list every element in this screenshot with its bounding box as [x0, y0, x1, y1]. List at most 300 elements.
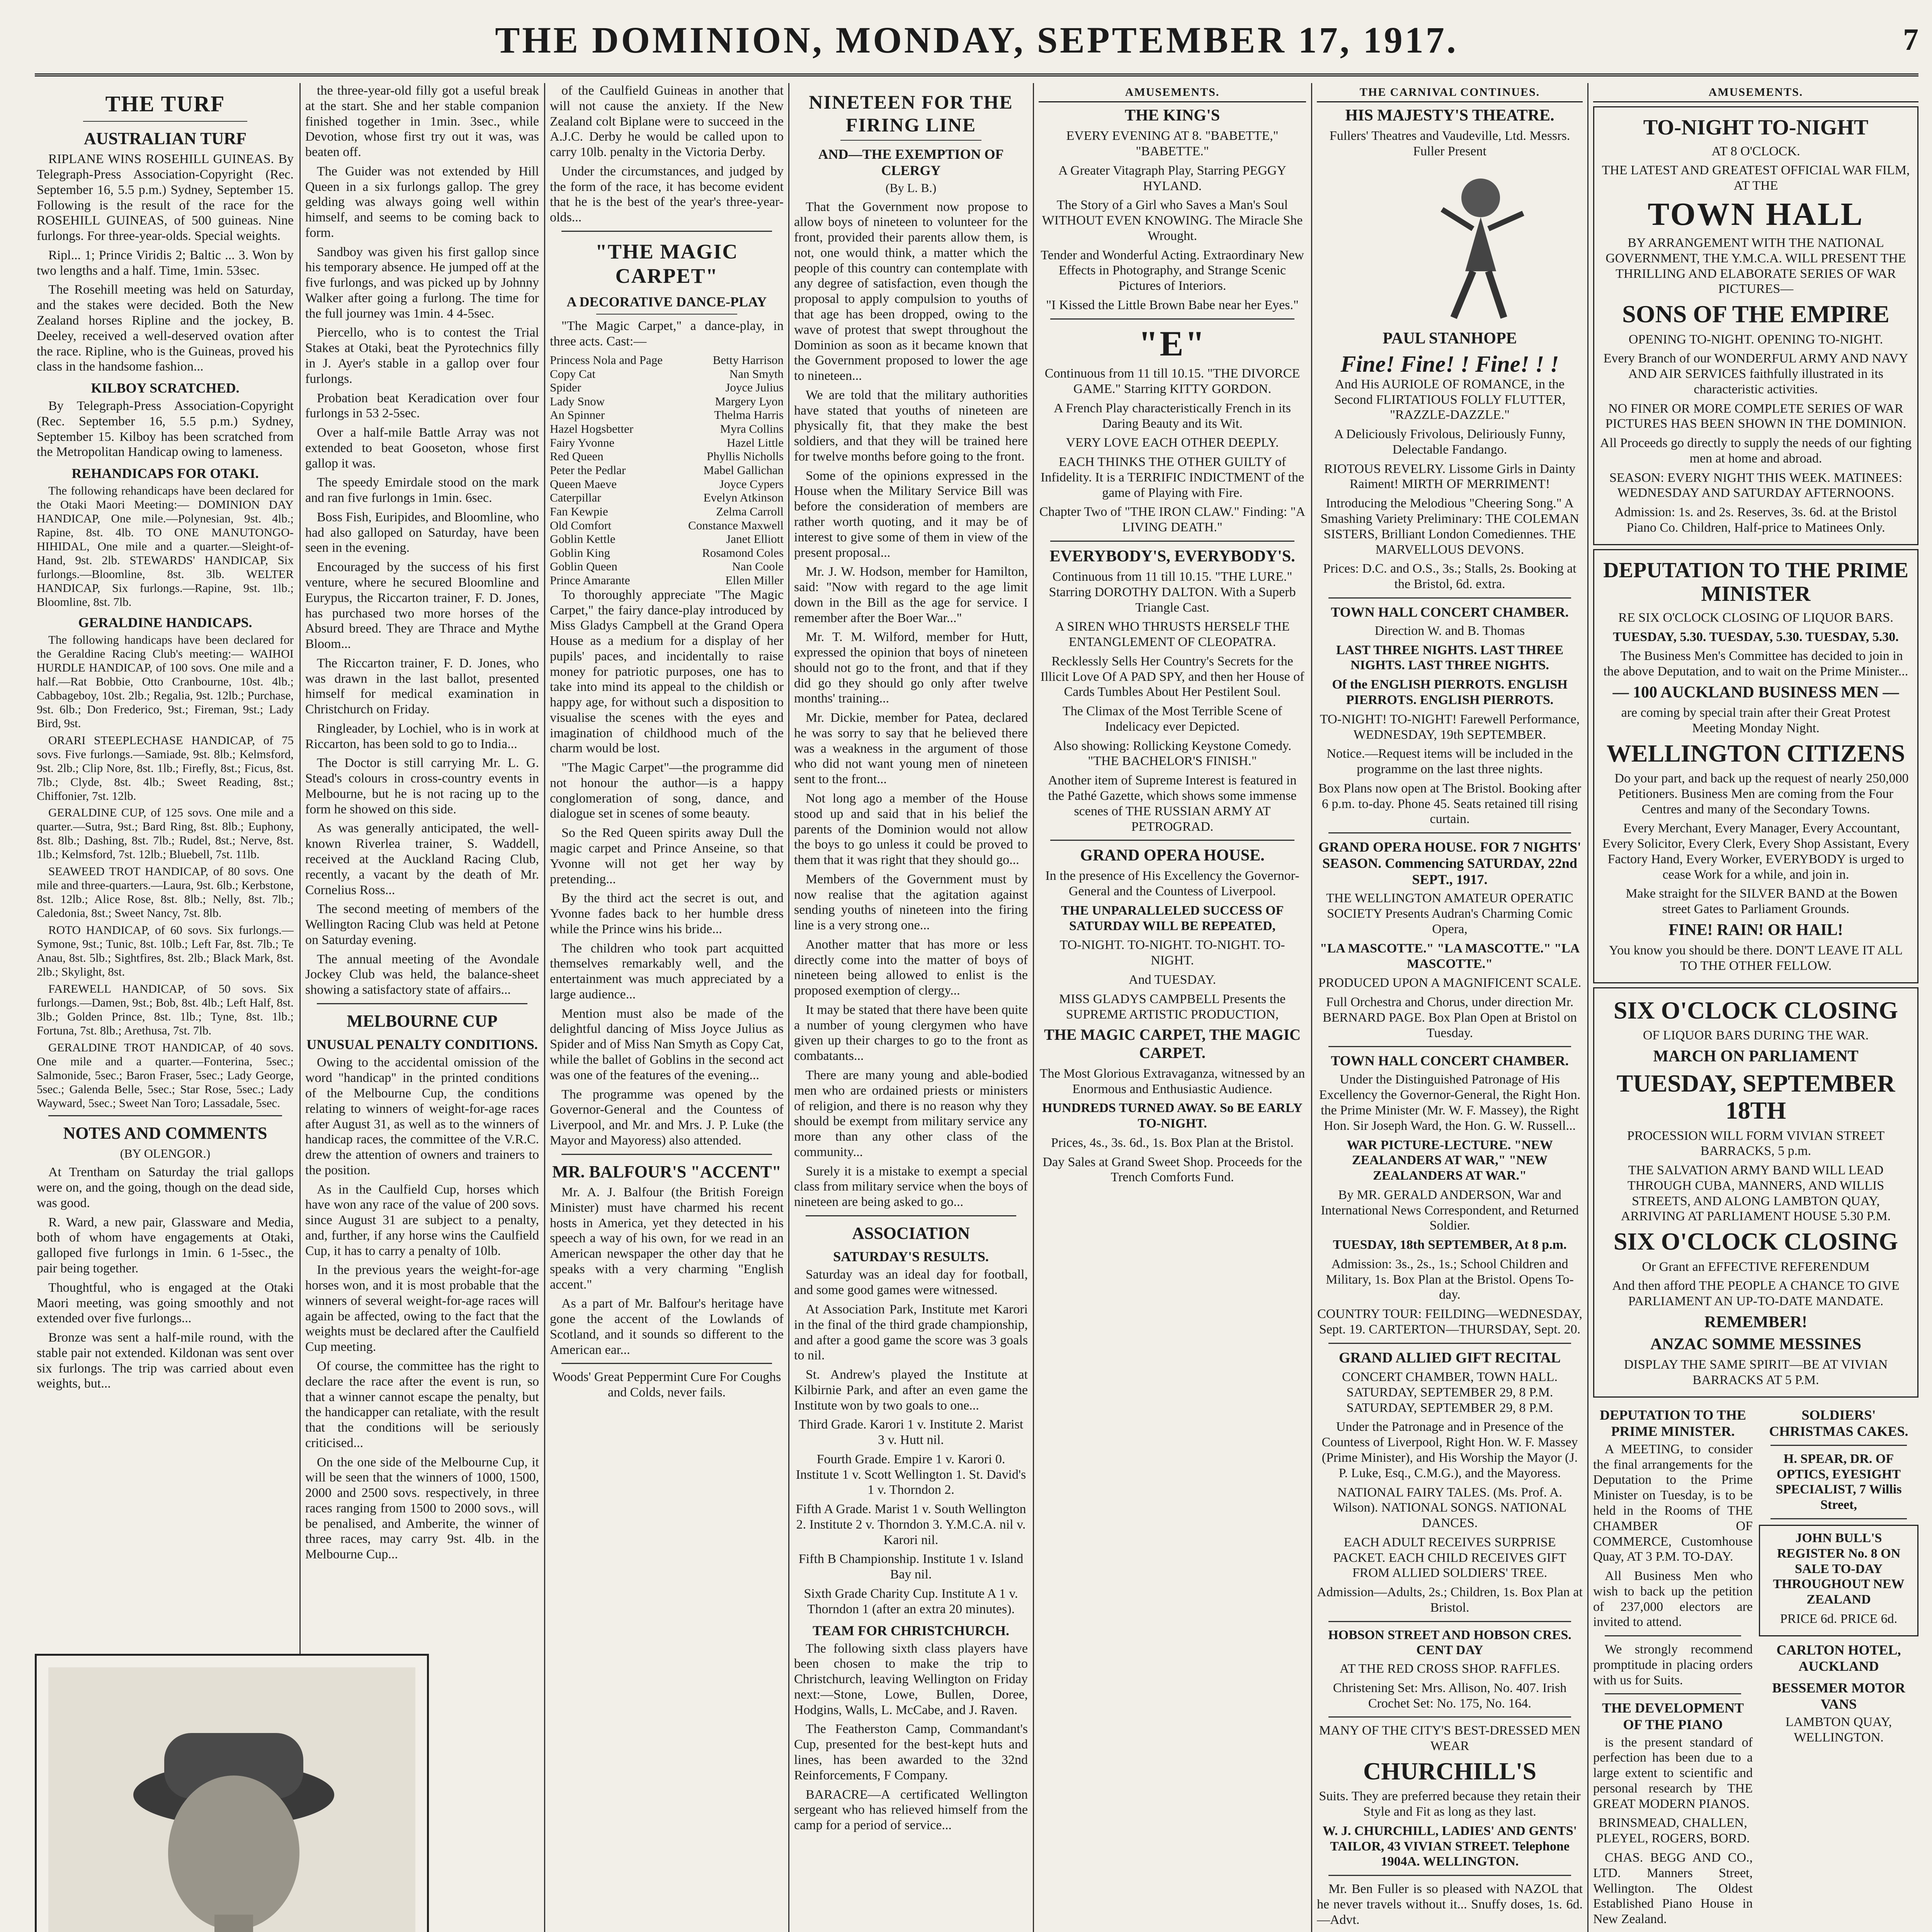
divider: [317, 1003, 527, 1004]
paragraph: Thoughtful, who is engaged at the Otaki Maori meeting, was going smoothly and not extended over five furlongs...: [37, 1280, 294, 1326]
subheading: GERALDINE HANDICAPS.: [78, 614, 252, 630]
paragraph: Sandboy was given his first gallop since his temporary absence. He jumped off at the five furlongs, and was picked up by Johnny Walker after going a furlong. The time for the full journey was 1min. 4 4-5sec.: [305, 245, 539, 321]
ad-text: A Deliciously Frivolous, Deliriously Funny, Delectable Fandango.: [1334, 427, 1566, 457]
article-heading: ASSOCIATION: [852, 1223, 970, 1243]
ad-text: Prices, 4s., 3s. 6d., 1s. Box Plan at the Bristol.: [1051, 1135, 1294, 1150]
paragraph: To thoroughly appreciate "The Magic Carpet," the fairy dance-play introduced by Miss Gladys Campbell at the Grand Opera House as a medium for a display of her pupils' paces, and incidentally to raise money for patriotic purposes, one has to take into mind its appeal to the childish or happy age, for without such a disposition to visualise the scenes with the eyes and imagination of childhood much of the charm would be lost.: [550, 587, 784, 756]
masthead: [35, 15, 1918, 77]
cast-row: [550, 408, 784, 422]
ad-text: PRICE 6d. PRICE 6d.: [1780, 1611, 1898, 1626]
divider: [1050, 318, 1294, 320]
column-rule: [1587, 83, 1588, 1932]
paragraph: So the Red Queen spirits away Dull the magic carpet and Prince Anseine, so that Yvonne will not get her way by pretending...: [550, 826, 784, 886]
article-heading: AUSTRALIAN TURF: [84, 129, 247, 148]
ad-text: EACH THINKS THE OTHER GUILTY of Infidelity. It is a TERRIFIC INDICTMENT of the game of Playing with Fire.: [1040, 455, 1304, 500]
ad-text: A MEETING, to consider the final arrangements for the Deputation to the Prime Minister on Tuesday, is to be held in the Rooms of THE CHAMBER OF COMMERCE, Customhouse Quay, AT 3 P.M. TO-DAY.: [1593, 1442, 1753, 1564]
ad-text: EACH ADULT RECEIVES SURPRISE PACKET. EACH CHILD RECEIVES GIFT FROM ALLIED SOLDIERS' TREE.: [1333, 1535, 1566, 1580]
advert-woods: Woods' Great Peppermint Cure For Coughs and Colds, never fails.: [552, 1370, 781, 1400]
small-ads-left: [1593, 1401, 1753, 1931]
cast-role: Goblin Kettle: [550, 532, 616, 546]
ad-text: Continuous from 11 till 10.15. "THE LURE." Starring DOROTHY DALTON. With a Superb Triangle Cast.: [1049, 570, 1296, 615]
paragraph: Boss Fish, Euripides, and Bloomline, who had also galloped on Saturday, have been seen in the evening.: [305, 510, 539, 555]
paragraph: By Telegraph-Press Association-Copyright (Rec. September 16, 5.5 p.m.) Sydney, September 15. Kilboy has been scratched from the Metropolitan Handicap owing to lameness.: [37, 399, 294, 459]
divider: [1328, 597, 1571, 599]
ad-text: All Business Men who wish to back up the petition of 237,000 electors are invited to attend.: [1593, 1569, 1753, 1629]
cast-actor: Joyce Cypers: [719, 477, 784, 491]
paragraph: "The Magic Carpet," a dance-play, in three acts. Cast:—: [550, 319, 784, 349]
cast-role: Fairy Yvonne: [550, 435, 615, 449]
ad-text: VERY LOVE EACH OTHER DEEPLY.: [1066, 435, 1279, 450]
cast-row: [550, 436, 784, 450]
divider: [1328, 1046, 1571, 1047]
paragraph: Mention must also be made of the delightful dancing of Miss Joyce Julius as Spider and of Miss Nan Smyth as Copy Cat, while the ballet of Goblins in the second act was one of the features of the evening...: [550, 1006, 784, 1082]
ad-text: Or Grant an EFFECTIVE REFERENDUM: [1642, 1259, 1870, 1274]
paragraph: The second meeting of members of the Wellington Racing Club was held at Petone on Saturday evening.: [305, 902, 539, 947]
paragraph: "The Magic Carpet"—the programme did not honour the author—is a happy conglomeration of song, dance, and dialogue set in scenes of some beauty.: [550, 760, 784, 821]
ad-text: Chapter Two of "THE IRON CLAW." Finding: "A LIVING DEATH.": [1039, 505, 1306, 535]
divider: [1770, 1445, 1907, 1446]
ad-text: MISS GLADYS CAMPBELL Presents the SUPREME ARTISTIC PRODUCTION,: [1059, 992, 1286, 1022]
paragraph: Owing to the accidental omission of the word "handicap" in the printed conditions of the Melbourne Cup, the conditions relating to winners of weight-for-age races after August 31, as well as to the winners of handicap races, the committee of the V.R.C. drew the attention of owners and trainers to the position.: [305, 1055, 539, 1177]
paragraph: The programme was opened by the Governor-General and the Countess of Liverpool, and Mr. and Mrs. J. P. Luke (the Mayor and Mayoress) also attended.: [550, 1087, 784, 1148]
divider: [1328, 832, 1571, 833]
ad-churchill: CHURCHILL'S: [1363, 1757, 1537, 1785]
ad-everybodys: EVERYBODY'S, EVERYBODY'S.: [1049, 547, 1295, 565]
ad-text: Under the Distinguished Patronage of His Excellency the Governor-General, the Right Hon. the Prime Minister (Mr. W. F. Massey), the Right Hon. Sir Joseph Ward, the Hon. G. W. Russell...: [1319, 1072, 1581, 1133]
paragraph: Another matter that has more or less directly come into the matter of boys of nineteen being allowed to enlist is the proposed exemption of clergy...: [794, 937, 1028, 998]
ad-text: The Story of a Girl who Saves a Man's Soul WITHOUT EVEN KNOWING. The Miracle She Wrought.: [1042, 198, 1303, 243]
ad-text: PRODUCED UPON A MAGNIFICENT SCALE.: [1318, 976, 1582, 990]
paragraph: of the Caulfield Guineas in another that will not cause the anxiety. If the New Zealand colt Biplane were to succeed in the A.J.C. Derby he would be called upon to carry 10lb. penalty in the Victoria Derby.: [550, 83, 784, 160]
cast-actor: Phyllis Nicholls: [707, 449, 784, 463]
ad-text: A French Play characteristically French in its Daring Beauty and its Wit.: [1054, 401, 1291, 431]
ad-text: Make straight for the SILVER BAND at the Bowen street Gates to Parliament Grounds.: [1626, 886, 1898, 917]
cast-actor: Myra Collins: [720, 422, 784, 436]
small-ads-right: [1759, 1401, 1918, 1931]
cast-row: [550, 532, 784, 546]
column-rule: [1311, 83, 1312, 1932]
subheading: AND—THE EXEMPTION OF CLERGY: [818, 146, 1004, 179]
cast-role: Hazel Hogsbetter: [550, 422, 634, 436]
paragraph: There are many young and able-bodied men who are ordained priests or ministers of religion, and there is no reason why they should be exempt from military service any more than any other class of the community...: [794, 1068, 1028, 1159]
paragraph: The Rosehill meeting was held on Saturday, and the stakes were decided. Both the New Zealand horses Ripline and the jockey, B. Deeley, received a well-deserved ovation after the race. Ripline, who is the Guineas, proved his class in the handsome fashion...: [37, 282, 294, 374]
ad-text: — 100 AUCKLAND BUSINESS MEN —: [1612, 683, 1899, 701]
ad-six-heading: SIX O'CLOCK CLOSING: [1613, 996, 1898, 1024]
ad-kings: THE KING'S: [1124, 107, 1220, 125]
divider: [1328, 1343, 1571, 1344]
ad-text: Also showing: Rollicking Keystone Comedy. "THE BACHELOR'S FINISH.": [1053, 738, 1292, 769]
divider: [561, 1363, 772, 1364]
ad-text: THE WELLINGTON AMATEUR OPERATIC SOCIETY Presents Audran's Charming Comic Opera,: [1326, 891, 1573, 936]
ad-deputation-heading: DEPUTATION TO THE PRIME MINISTER: [1603, 558, 1908, 606]
cast-row: [550, 463, 784, 477]
paragraph: The following handicaps have been declared for the Geraldine Racing Club's meeting:— WAIHOI HURDLE HANDICAP, of 100 sovs. One mile and a half.—Rat Bobbie, Otto Cranbourne, 10st. 4lb.; Cabbageboy, 10st. 2lb.; Regalia, 9st. 12lb.; Purchase, 9st. 6lb.; Don Frederico, 9st.; Fireman, 9st.; Lady Bird, 9st.: [37, 633, 294, 730]
ad-text: Day Sales at Grand Sweet Shop. Proceeds for the Trench Comforts Fund.: [1043, 1155, 1302, 1185]
divider: [1328, 1716, 1571, 1718]
cast-row: [550, 519, 784, 532]
paragraph: That the Government now propose to allow boys of nineteen to volunteer for the front, provided their parents allow them, is not, one would think, a matter which the people of this country can contemplate with any degree of satisfaction, even though the proposal to apply compulsion to youths of that age has been dropped, owing to the wave of protest that swept throughout the Dominion as soon as it became known that the Government proposed to lower the age to nineteen...: [794, 199, 1028, 383]
cast-role: Fan Kewpie: [550, 504, 608, 518]
paragraph: The Riccarton trainer, F. D. Jones, who was drawn in the last ballot, presented himself for medical examination in Christchurch on Friday.: [305, 656, 539, 717]
ad-text: Every Branch of our WONDERFUL ARMY AND NAVY AND AIR SERVICES faithfully illustrated in its characteristic activities.: [1603, 351, 1908, 396]
ad-text: FINE! RAIN! OR HAIL!: [1668, 921, 1843, 939]
article-heading: NINETEEN FOR THE FIRING LINE: [809, 91, 1013, 136]
paragraph: The speedy Emirdale stood on the mark and ran five furlongs in 1min. 6sec.: [305, 475, 539, 505]
section-heading: THE CARNIVAL CONTINUES.: [1317, 83, 1583, 102]
paragraph: Encouraged by the success of his first venture, where he secured Bloomline and Eurypus, the Riccarton trainer, F. D. Jones, has purchased two more horses of the Absurd breed. They are Thrace and Mythe Bloom...: [305, 560, 539, 651]
ad-anzac: ANZAC SOMME MESSINES: [1650, 1335, 1862, 1354]
cast-row: [550, 573, 784, 587]
paragraph: The following sixth class players have been chosen to make the trip to Christchurch, leaving Wellington on Friday next:—Stone, Lowe, Bullen, Doree, Hodgins, Walls, L. McCabe, and J. Raven.: [794, 1641, 1028, 1717]
ad-wellington-citizens: WELLINGTON CITIZENS: [1606, 739, 1905, 767]
cast-actor: Janet Elliott: [726, 532, 784, 546]
subheading: KILBOY SCRATCHED.: [91, 380, 240, 396]
ad-town-hall-chamber: TOWN HALL CONCERT CHAMBER.: [1331, 1053, 1569, 1069]
ad-text: OPENING TO-NIGHT. OPENING TO-NIGHT.: [1628, 332, 1883, 347]
ad-john-bull: [1759, 1525, 1918, 1636]
paragraph: ORARI STEEPLECHASE HANDICAP, of 75 sovs. Five furlongs.—Samiade, 9st. 8lb.; Kelmsford, 9st. 2lb.; Clip Nore, 8st. 1lb.; Firefly, 8st.; Ficus, 8st. 7lb.; Clyde, 8st. 4lb.; Sweet Reading, 8st.; Chiffonier, 7st. 12lb.: [37, 733, 294, 803]
subheading: SATURDAY'S RESULTS.: [833, 1249, 989, 1265]
ad-text: THE MAGIC CARPET, THE MAGIC CARPET.: [1044, 1026, 1301, 1062]
ad-text: "LA MASCOTTE." "LA MASCOTTE." "LA MASCOTTE.": [1320, 941, 1580, 971]
divider: [596, 314, 737, 315]
column-firing-line: [794, 83, 1028, 1932]
cast-actor: Constance Maxwell: [688, 518, 784, 532]
column-turf: [37, 83, 294, 1644]
ad-text: H. SPEAR, DR. OF OPTICS, EYESIGHT SPECIALIST, 7 Willis Street,: [1776, 1451, 1902, 1512]
paragraph: Mr. Dickie, member for Patea, declared he was sorry to say that he believed there was a weakness in the argument of those who did not want young men of nineteen sent to the front...: [794, 711, 1028, 787]
ad-text: BRINSMEAD, CHALLEN, PLEYEL, ROGERS, BORD.: [1596, 1816, 1750, 1846]
ad-gift-recital: GRAND ALLIED GIFT RECITAL: [1339, 1349, 1561, 1366]
cast-actor: Nan Smyth: [729, 367, 784, 381]
ad-text: "I Kissed the Little Brown Babe near her Eyes.": [1046, 298, 1299, 312]
ad-tuesday: TUESDAY, SEPTEMBER 18TH: [1616, 1069, 1895, 1124]
paragraph: On the one side of the Melbourne Cup, it will be seen that the winners of 1000, 1500, 2000 and 2500 sovs. respectively, in three races ranging from 1500 to 2000 sovs., will be penalised, and Amberite, the winner of three races, may carry 9st. 4lb. in the Melbourne Cup...: [305, 1455, 539, 1562]
cast-row: [550, 546, 784, 560]
paragraph: The following rehandicaps have been declared for the Otaki Maori Meeting:— DOMINION DAY HANDICAP, One mile.—Polynesian, 9st. 4lb.; Rapine, 8st. 4lb. TO ONE MANUTONGO-HIHIDAL, One mile and a quarter.—Sleight-of-Hand, 9st. 2lb. STEWARDS' HANDICAP, Six furlongs.—Bloomline, 8st. 3lb. WELTER HANDICAP, Six furlongs.—Rapine, 9st. 1lb.; Bloomline, 8st. 7lb.: [37, 484, 294, 609]
ad-grand-opera-house: GRAND OPERA HOUSE.: [1080, 847, 1265, 865]
paragraph: As was generally anticipated, the well-known Riverlea trainer, S. Waddell, received at the Auckland Racing Club, recently, a vacant by the death of Mr. Cornelius Ross...: [305, 821, 539, 897]
ad-text: Continuous from 11 till 10.15. "THE DIVORCE GAME." Starring KITTY GORDON.: [1044, 366, 1300, 396]
cast-row: [550, 422, 784, 436]
ad-text: And TUESDAY.: [1128, 972, 1216, 987]
cast-row: [550, 353, 784, 367]
byline: (BY OLENGOR.): [120, 1146, 211, 1160]
subheading: CARLTON HOTEL, AUCKLAND: [1776, 1642, 1901, 1674]
ad-text: Admission—Adults, 2s.; Children, 1s. Box Plan at Bristol.: [1317, 1585, 1583, 1615]
paragraph: the three-year-old filly got a useful break at the start. She and her stable companion finished together in 1min. 3sec., while Devotion, whose first try out it was, was beaten off.: [305, 83, 539, 160]
paragraph: Mr. A. J. Balfour (the British Foreign Minister) must have charmed his recent hosts in America, yet they detected in his speech a way of his own, for we read in an American newspaper the other day that he speaks with a very charming "English accent.": [550, 1185, 784, 1292]
paragraph: RIPLANE WINS ROSEHILL GUINEAS. By Telegraph-Press Association-Copyright (Rec. September 16, 5.5 p.m.) Sydney, September 15. Following is the result of the race for the ROSEHILL GUINEAS, of 500 guineas. Nine furlongs. For three-year-olds. Special weights.: [37, 152, 294, 243]
column-amusements-2: [1317, 83, 1583, 1932]
section-heading: THE TURF: [105, 91, 225, 116]
ad-text: Box Plans now open at The Bristol. Booking after 6 p.m. to-day. Phone 45. Seats retained till rising curtain.: [1318, 781, 1582, 827]
column-amusements-3: [1593, 83, 1918, 1932]
ad-text: RIOTOUS REVELRY. Lissome Girls in Dainty Raiment! MIRTH OF MERRIMENT!: [1324, 461, 1576, 492]
ad-text: A SIREN WHO THRUSTS HERSELF THE ENTANGLEMENT OF CLEOPATRA.: [1055, 619, 1290, 650]
cast-actor: Thelma Harris: [714, 408, 784, 422]
paragraph: Ripl... 1; Prince Viridis 2; Baltic ... 3. Won by two lengths and a half. Time, 1min. 53sec.: [37, 248, 294, 278]
ad-text: TUESDAY, 5.30. TUESDAY, 5.30. TUESDAY, 5.30.: [1613, 629, 1899, 644]
divider: [1770, 1518, 1907, 1519]
ad-text: Full Orchestra and Chorus, under direction Mr. BERNARD PAGE. Box Plan Open at Bristol on Tuesday.: [1322, 995, 1577, 1040]
paragraph: GERALDINE TROT HANDICAP, of 40 sovs. One mile and a quarter.—Fonterina, 5sec.; Salmonide, 5sec.; Baron Fraser, 5sec.; Lady George, 5sec.; Galenda Belle, 5sec.; Star Rose, 5sec.; Lady Wayward, 5sec.; Sweet Nan Toro; Lassadale, 5sec.: [37, 1040, 294, 1110]
ad-text: Do your part, and back up the request of nearly 250,000 Petitioners. Business Men are coming from the Four Centres and many of the Secondary Towns.: [1614, 771, 1909, 816]
ad-text: THE SALVATION ARMY BAND WILL LEAD THROUGH CUBA, MANNERS, AND WILLIS STREETS, AND ALONG LAMBTON QUAY, ARRIVING AT PARLIAMENT HOUSE 5.30 P.M.: [1621, 1163, 1891, 1224]
cast-actor: Joyce Julius: [725, 381, 784, 395]
cast-role: An Spinner: [550, 408, 605, 422]
paragraph: GERALDINE CUP, of 125 sovs. One mile and a quarter.—Sutra, 9st.; Bard Ring, 8st. 8lb.; Euphony, 8st. 8lb.; Dashing, 8st. 7lb.; Rudel, 8st.; Nerve, 8st. 1lb.; Kelmsford, 7st. 12lb.; Bluebell, 7st. 11lb.: [37, 806, 294, 861]
ad-text: And His AURIOLE OF ROMANCE, in the Second FLIRTATIOUS FOLLY FLUTTER, "RAZZLE-DAZZLE.": [1334, 377, 1566, 422]
ad-text: By MR. GERALD ANDERSON, War and International News Correspondent, and Returned Soldier.: [1321, 1187, 1579, 1233]
ad-text: The Climax of the Most Terrible Scene of Indelicacy ever Depicted.: [1062, 704, 1282, 734]
ad-deputation: [1593, 549, 1918, 983]
paragraph: It may be stated that there have been quite a number of young clergymen who have given up their charges to go to the front as combatants...: [794, 1002, 1028, 1063]
cast-role: Peter the Pedlar: [550, 463, 626, 477]
paragraph: The Doctor is still carrying Mr. L. G. Stead's colours in cross-country events in Melbourne, but he is not racing up to the form he showed on this side.: [305, 756, 539, 816]
divider: [1605, 1693, 1741, 1694]
results: Fourth Grade. Empire 1 v. Karori 0. Institute 1 v. Scott Wellington 1. St. David's 1 v. Thorndon 2.: [796, 1452, 1026, 1497]
divider: [561, 1154, 772, 1155]
paragraph: Members of the Government must by now realise that the agitation against sending youths of nineteen into the firing line is a very strong one...: [794, 872, 1028, 933]
ad-text: CHAS. BEGG AND CO., LTD. Manners Street, Wellington. The Oldest Established Piano House in New Zealand.: [1593, 1850, 1753, 1927]
cast-row: [550, 381, 784, 395]
paragraph: Mr. J. W. Hodson, member for Hamilton, said: "Now with regard to the age limit down in the Bill as the age for service. I remember after the Boer War...": [794, 565, 1028, 625]
article-heading: NOTES AND COMMENTS: [63, 1124, 267, 1143]
ad-text: LAMBTON QUAY, WELLINGTON.: [1785, 1715, 1892, 1745]
results: Fifth B Championship. Institute 1 v. Island Bay nil.: [798, 1552, 1024, 1582]
cast-row: [550, 449, 784, 463]
byline: (By L. B.): [885, 181, 937, 195]
paragraph: By the third act the secret is out, and Yvonne fades back to her humble dress while the Prince wins his bride...: [550, 891, 784, 936]
paragraph: Some of the opinions expressed in the House when the Military Service Bill was before the consideration of members are rather worth quoting, and it may be of interest to give some of them in view of the present proposal...: [794, 468, 1028, 560]
paragraph: ROTO HANDICAP, of 60 sovs. Six furlongs.—Symone, 9st.; Tunic, 8st. 10lb.; Left Far, 8st. 7lb.; Te Anau, 8st. 5lb.; Sightfires, 8st. 2lb.; Black Mark, 8st. 2lb.; Skylight, 8st.: [37, 923, 294, 978]
ad-his-majestys: HIS MAJESTY'S THEATRE.: [1345, 107, 1554, 125]
divider: [48, 1115, 282, 1116]
cast-actor: Betty Harrison: [713, 353, 784, 367]
paragraph: Of course, the committee has the right to declare the race after the event is run, so that a winner cannot escape the penalty, but the handicapper can retaliate, with the result that the conditions will be seriously criticised...: [305, 1359, 539, 1450]
cast-role: Copy Cat: [550, 367, 595, 381]
cast-role: Princess Nola and Page: [550, 353, 663, 367]
divider: [1328, 1621, 1571, 1622]
ad-text: All Proceeds go directly to supply the needs of our fighting men at home and abroad.: [1600, 436, 1912, 466]
article-heading: "THE MAGIC CARPET": [595, 240, 738, 288]
ad-fine: Fine! Fine! ! Fine! ! !: [1340, 351, 1559, 377]
paragraph: Saturday was an ideal day for football, and some good games were witnessed.: [794, 1267, 1028, 1298]
ad-text: SEASON: EVERY NIGHT THIS WEEK. MATINEES: WEDNESDAY AND SATURDAY AFTERNOONS.: [1609, 470, 1903, 500]
paragraph: St. Andrew's played the Institute at Kilbirnie Park, and after an even game the Institute won by two goals to one...: [794, 1367, 1028, 1413]
ad-text: In the presence of His Excellency the Governor-General and the Countess of Liverpool.: [1045, 869, 1299, 899]
ad-text: NO FINER OR MORE COMPLETE SERIES OF WAR PICTURES HAS BEEN SHOWN IN THE DOMINION.: [1605, 401, 1906, 431]
divider: [1328, 1875, 1571, 1876]
ad-text: Admission: 3s., 2s., 1s.; School Children and Military, 1s. Box Plan at the Bristol. Opens To-day.: [1326, 1257, 1574, 1302]
ad-sons-of-empire: SONS OF THE EMPIRE: [1622, 300, 1889, 328]
results: Third Grade. Karori 1 v. Institute 2. Marist 3 v. Hutt nil.: [798, 1417, 1024, 1447]
cast-role: Caterpillar: [550, 491, 601, 505]
paragraph: FAREWELL HANDICAP, of 50 sovs. Six furlongs.—Damen, 9st.; Bob, 8st. 4lb.; Left Half, 8st. 3lb.; Golden Prince, 8st. 1lb.; Tyne, 8st. 1lb.; Fortuna, 7st. 8lb.; Arethusa, 7st. 7lb.: [37, 981, 294, 1037]
divider: [561, 231, 772, 232]
ad-text: The Most Glorious Extravaganza, witnessed by an Enormous and Enthusiastic Audience.: [1039, 1066, 1305, 1096]
cast-actor: Ellen Miller: [725, 573, 784, 587]
stanhope-illustration: [1365, 163, 1535, 325]
ad-stanhope-name: PAUL STANHOPE: [1383, 329, 1517, 347]
cast-row: [550, 505, 784, 519]
cast-actor: Nan Coole: [732, 560, 784, 573]
ad-text: Of the ENGLISH PIERROTS. ENGLISH PIERROTS. ENGLISH PIERROTS.: [1332, 677, 1568, 707]
page-number: 7: [1903, 23, 1918, 57]
cast-role: Old Comfort: [550, 518, 612, 532]
ad-grand-opera: GRAND OPERA HOUSE. FOR 7 NIGHTS' SEASON. Commencing SATURDAY, 22nd SEPT., 1917.: [1318, 839, 1582, 888]
paragraph: At Association Park, Institute met Karori in the final of the third grade championship, and after a good game the score was 3 goals to nil.: [794, 1302, 1028, 1363]
ad-text: Introducing the Melodious "Cheering Song." A Smashing Variety Preliminary: THE COLEMAN SISTERS, Brilliant London Comediennes. THE MARVELLOUS DEVONS.: [1320, 496, 1579, 557]
column-rule: [544, 83, 545, 1932]
paragraph: Bronze was sent a half-mile round, with the stable pair not extended. Kildonan was sent over six furlongs. The trip was carried about even weights, but...: [37, 1330, 294, 1391]
ad-text: And then afford THE PEOPLE A CHANCE TO GIVE PARLIAMENT AN UP-TO-DATE MANDATE.: [1612, 1279, 1900, 1309]
ad-text: TO-NIGHT! TO-NIGHT! Farewell Performance, WEDNESDAY, 19th SEPTEMBER.: [1320, 712, 1580, 742]
ad-text: BY ARRANGEMENT WITH THE NATIONAL GOVERNMENT, THE Y.M.C.A. WILL PRESENT THE THRILLING AND ELABORATE SERIES OF WAR PICTURES—: [1605, 236, 1906, 296]
ad-townhall-heading: TOWN HALL: [1648, 196, 1864, 232]
ad-text: Recklessly Sells Her Country's Secrets for the Illicit Love Of A PAD SPY, and then her House of Cards Tumbles About Her Pestilent Soul.: [1040, 654, 1304, 699]
subheading: A DECORATIVE DANCE-PLAY: [566, 294, 767, 310]
cast-actor: Hazel Little: [726, 435, 784, 449]
ad-text: WAR PICTURE-LECTURE. "NEW ZEALANDERS AT WAR," "NEW ZEALANDERS AT WAR.": [1347, 1138, 1553, 1183]
paragraph: At Trentham on Saturday the trial gallops were on, and the going, though on the dead side, was good.: [37, 1165, 294, 1210]
ad-text: The Business Men's Committee has decided to join in the above Deputation, and to wait on the Prime Minister...: [1603, 649, 1908, 679]
cast-actor: Margery Lyon: [715, 394, 784, 408]
paragraph: Under the circumstances, and judged by the form of the race, it has become evident that he is the best of the year's three-year-olds...: [550, 164, 784, 225]
paragraph: R. Ward, a new pair, Glassware and Media, both of whom have engagements at Otaki, galloped five furlongs in 1min. 6 1-5sec., the pair being together.: [37, 1215, 294, 1276]
ad-text: Every Merchant, Every Manager, Every Accountant, Every Solicitor, Every Clerk, Every Shop Assistant, Every Factory Hand, Every Worker, EVERYBODY is urged to cease Work for a while, and join in.: [1602, 821, 1909, 882]
ad-text: Prices: D.C. and O.S., 3s.; Stalls, 2s. Booking at the Bristol, 6d. extra.: [1323, 561, 1577, 592]
paragraph: Piercello, who is to contest the Trial Stakes at Otaki, beat the Pyrotechnics filly in J. Ayer's stable in a gallop over four furlongs.: [305, 325, 539, 386]
ad-text: TUESDAY, 18th SEPTEMBER, At 8 p.m.: [1333, 1238, 1567, 1252]
divider: [1605, 1635, 1741, 1636]
ad-text: You know you should be there. DON'T LEAVE IT ALL TO THE OTHER FELLOW.: [1609, 943, 1903, 973]
cast-actor: Rosamond Coles: [702, 546, 784, 560]
cast-role: Spider: [550, 381, 581, 395]
paragraph: In the previous years the weight-for-age horses won, and it is most probable that the winners of several weight-for-age races will again be affected, owing to the fact that the weights must be declared after the Caulfield Cup meeting.: [305, 1263, 539, 1354]
ad-text: RE SIX O'CLOCK CLOSING OF LIQUOR BARS.: [1618, 610, 1893, 625]
ad-text: NATIONAL FAIRY TALES. (Ms. Prof. A. Wilson). NATIONAL SONGS. NATIONAL DANCES.: [1333, 1485, 1567, 1531]
ad-town-hall: TOWN HALL CONCERT CHAMBER.: [1331, 604, 1569, 620]
divider: [840, 140, 981, 141]
divider: [806, 1215, 1016, 1216]
cast-role: Queen Maeve: [550, 477, 617, 491]
paragraph: Over a half-mile Battle Array was not extended to beat Gooseton, whose first gallop it was.: [305, 425, 539, 471]
cast-row: [550, 395, 784, 408]
ad-text: Direction W. and B. Thomas: [1374, 623, 1525, 638]
ad-text: is the present standard of perfection has been due to a large extent to scientific and personal research by THE GREAT MODERN PIANOS.: [1593, 1735, 1753, 1811]
ad-text: A Greater Vitagraph Play, Starring PEGGY HYLAND.: [1058, 163, 1286, 193]
subheading: UNUSUAL PENALTY CONDITIONS.: [306, 1037, 538, 1053]
ad-text: Christening Set: Mrs. Allison, No. 407. Irish Crochet Set: No. 175, No. 164.: [1333, 1680, 1567, 1711]
column-rule: [788, 83, 789, 1932]
ad-text: TO-NIGHT. TO-NIGHT. TO-NIGHT. TO-NIGHT.: [1060, 938, 1285, 968]
ad-text: Notice.—Request items will be included in the programme on the last three nights.: [1327, 747, 1573, 777]
paragraph: Not long ago a member of the House stood up and said that in his belief the parents of the Dominion would not allow the boys to go unless it could be proved to them that it was right that they should go...: [794, 791, 1028, 867]
paragraph: The Featherston Camp, Commandant's Cup, presented for the best-kept huts and lines, has been awarded to the 32nd Reinforcements, F Company.: [794, 1722, 1028, 1782]
ad-text: W. J. CHURCHILL, LADIES' AND GENTS' TAILOR, 43 VIVIAN STREET. Telephone 1904A. WELLINGTON.: [1322, 1823, 1577, 1869]
ad-text: THE LATEST AND GREATEST OFFICIAL WAR FILM, AT THE: [1602, 163, 1910, 193]
column-turf-continued: [305, 83, 539, 1932]
ad-text: Tender and Wonderful Acting. Extraordinary New Effects in Photography, and Strange Scenic Pictures of Interiors.: [1041, 248, 1304, 293]
ad-text: Fullers' Theatres and Vaudeville, Ltd. Messrs. Fuller Present: [1329, 129, 1570, 158]
paragraph: The annual meeting of the Avondale Jockey Club was held, the balance-sheet showing a satisfactory state of affairs...: [305, 952, 539, 997]
paragraph: We are told that the military authorities have stated that youths of nineteen are physically fit, that they make the best soldiers, and that they will be trained here for twelve months before going to the front.: [794, 388, 1028, 464]
ad-text: JOHN BULL'S REGISTER No. 8 ON SALE TO-DAY THROUGHOUT NEW ZEALAND: [1773, 1531, 1905, 1607]
subheading: DEPUTATION TO THE PRIME MINISTER.: [1600, 1407, 1746, 1439]
ad-text: PROCESSION WILL FORM VIVIAN STREET BARRACKS, 5 p.m.: [1627, 1128, 1885, 1158]
divider: [1050, 840, 1294, 841]
divider: [1050, 541, 1294, 542]
paragraph: Surely it is a mistake to exempt a special class from military service when the boys of nineteen are being asked to go...: [794, 1164, 1028, 1209]
subheading: SOLDIERS' CHRISTMAS CAKES.: [1769, 1407, 1908, 1439]
ad-text: Another item of Supreme Interest is featured in the Pathé Gazette, which shows some immense scenes of THE RUSSIAN ARMY AT PETROGRAD.: [1048, 773, 1297, 834]
paragraph: The children who took part acquitted themselves remarkably well, and the entertainment was much appreciated by a large audience...: [550, 941, 784, 1002]
ad-text: Suits. They are preferred because they retain their Style and Fit as long as they last.: [1319, 1789, 1581, 1819]
page-title: THE DOMINION, MONDAY, SEPTEMBER 17, 1917.: [495, 19, 1458, 61]
ad-text: We strongly recommend promptitude in placing orders with us for Suits.: [1593, 1642, 1753, 1687]
ad-text: Under the Patronage and in Presence of the Countess of Liverpool, Right Hon. W. F. Massey (Prime Minister), and His Worship the Mayor (J. P. Luke, Esq., C.M.G.), and the Mayoress.: [1321, 1420, 1578, 1480]
cast-row: [550, 477, 784, 491]
results: Fifth A Grade. Marist 1 v. South Wellington 2. Institute 2 v. Thorndon 3. Y.M.C.A. nil v. Karori nil.: [796, 1502, 1026, 1547]
ad-text: AT THE RED CROSS SHOP. RAFFLES.: [1339, 1662, 1560, 1676]
cast-list: [550, 353, 784, 587]
cast-role: Red Queen: [550, 449, 604, 463]
cast-role: Goblin Queen: [550, 560, 617, 573]
paragraph: As in the Caulfield Cup, horses which have won any race of the value of 200 sovs. since August 31 are subject to a penalty, and, further, if any horse wins the Caulfield Cup, it has to carry a penalty of 10lb.: [305, 1182, 539, 1258]
ad-text: are coming by special train after their Great Protest Meeting Monday Night.: [1621, 706, 1891, 735]
paragraph: Mr. T. M. Wilford, member for Hutt, expressed the opinion that boys of nineteen should not go to the front, and that if they did go they should go only after twelve months' training...: [794, 630, 1028, 706]
cast-actor: Evelyn Atkinson: [703, 491, 784, 505]
ad-text: HUNDREDS TURNED AWAY. So BE EARLY TO-NIGHT.: [1042, 1101, 1303, 1131]
paragraph: BARACRE—A certificated Wellington sergeant who has relieved himself from the camp for a period of service...: [794, 1787, 1028, 1833]
cast-role: Prince Amarante: [550, 573, 630, 587]
section-heading: AMUSEMENTS.: [1593, 83, 1918, 102]
ad-text: COUNTRY TOUR: FEILDING—WEDNESDAY, Sept. 19. CARTERTON—THURSDAY, Sept. 20.: [1317, 1307, 1583, 1337]
cast-row: [550, 367, 784, 381]
ad-text: MANY OF THE CITY'S BEST-DRESSED MEN WEAR: [1319, 1723, 1581, 1753]
ad-text: CONCERT CHAMBER, TOWN HALL. SATURDAY, SEPTEMBER 29, 8 P.M. SATURDAY, SEPTEMBER 29, 8 P.M.: [1342, 1370, 1558, 1415]
ad-tonight: TO-NIGHT TO-NIGHT: [1643, 116, 1869, 140]
ad-text: OF LIQUOR BARS DURING THE WAR.: [1643, 1028, 1869, 1043]
ad-text: THE UNPARALLELED SUCCESS OF SATURDAY WILL BE REPEATED,: [1061, 903, 1284, 933]
ad-text: EVERY EVENING AT 8. "BABETTE," "BABETTE.": [1066, 129, 1279, 158]
ad-text: DISPLAY THE SAME SPIRIT—BE AT VIVIAN BARRACKS AT 5 P.M.: [1624, 1357, 1888, 1387]
subheading: BESSEMER MOTOR VANS: [1772, 1680, 1905, 1712]
ad-march: MARCH ON PARLIAMENT: [1653, 1047, 1859, 1065]
paragraph: As a part of Mr. Balfour's heritage have gone the accent of the Lowlands of Scotland, and it sounds so different to the American ear...: [550, 1296, 784, 1357]
ad-text: LAST THREE NIGHTS. LAST THREE NIGHTS. LAST THREE NIGHTS.: [1336, 643, 1563, 673]
column-magic-carpet: [550, 83, 784, 1932]
ad-town-hall-film: [1593, 106, 1918, 545]
cast-role: Goblin King: [550, 546, 610, 560]
paragraph: The Guider was not extended by Hill Queen in a six furlongs gallop. The grey gelding was always going well within himself, and seems to be coming back to form.: [305, 164, 539, 240]
column-amusements-1: [1039, 83, 1306, 1932]
ad-remember: REMEMBER!: [1704, 1313, 1807, 1331]
subheading: REHANDICAPS FOR OTAKI.: [71, 466, 259, 481]
cast-actor: Zelma Carroll: [716, 504, 784, 518]
dancer-image: [1365, 163, 1535, 325]
ad-text: AT 8 O'CLOCK.: [1711, 144, 1800, 158]
subheading: THE DEVELOPMENT OF THE PIANO: [1602, 1700, 1744, 1732]
cast-row: [550, 491, 784, 505]
paragraph: SEAWEED TROT HANDICAP, of 80 sovs. One mile and three-quarters.—Laura, 9st. 6lb.; Kerbstone, 8st. 12lb.; Alice Rose, 8st. 8lb.; Nelly, 8st. 7lb.; Caledonia, 8st.; Sweet Nancy, 7st. 8lb.: [37, 864, 294, 920]
ad-six-heading-2: SIX O'CLOCK CLOSING: [1613, 1228, 1898, 1255]
paragraph: Probation beat Keradication over four furlongs in 53 2-5sec.: [305, 391, 539, 421]
ad-six-oclock-closing: [1593, 987, 1918, 1398]
cast-actor: Mabel Gallichan: [703, 463, 784, 477]
